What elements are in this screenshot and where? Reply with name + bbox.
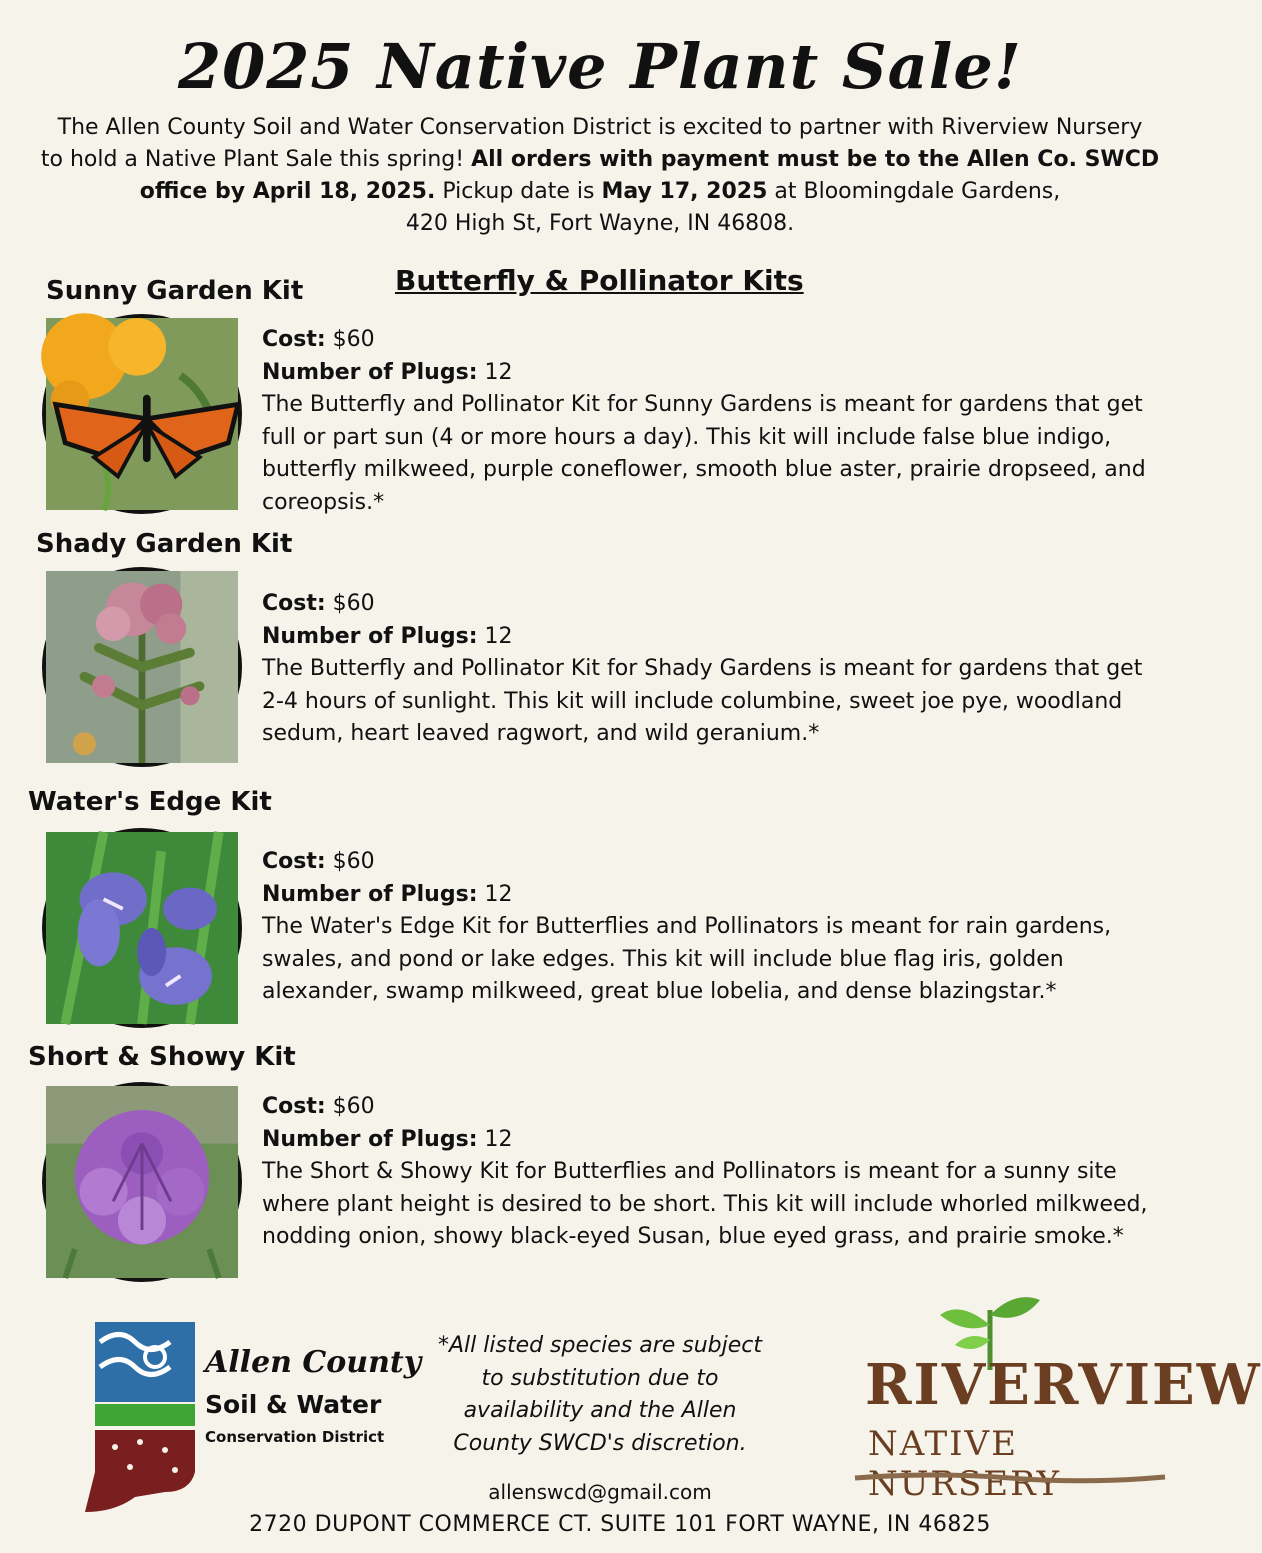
intro-line: 420 High St, Fort Wayne, IN 46808. [405,211,795,236]
intro-text: to hold a Native Plant Sale this spring! [40,147,472,172]
cost-label: Cost: [262,591,326,616]
kit-details-waters-edge [262,846,1177,1009]
swcd-logo-text: Allen County [205,1345,422,1380]
kit-description-line: The Butterfly and Pollinator Kit for Sunny Gardens is meant for gardens that get [262,392,1143,417]
footnote-line: availability and the Allen [463,1398,737,1423]
kit-image-shady [42,567,242,767]
contact-email: allenswcd@gmail.com [488,1480,712,1504]
kit-description-line: swales, and pond or lake edges. This kit will include blue flag iris, golden [262,946,1064,972]
footnote-line: to substitution due to [481,1365,719,1391]
kit-title-sunny: Sunny Garden Kit [46,276,304,306]
kit-plugs-line [262,357,1177,390]
cost-value: $60 [332,591,375,616]
plugs-label: Number of Plugs: [262,1126,478,1152]
kit-plugs-line [262,621,1177,654]
kit-description-line: The Water's Edge Kit for Butterflies and Pollinators is meant for rain gardens, [262,914,1112,939]
cost-value: $60 [332,849,375,874]
riverview-logo-text: RIVERVIEW [865,1352,1262,1418]
kit-title-waters-edge: Water's Edge Kit [28,787,272,817]
plugs-value: 12 [484,881,513,907]
kit-plugs-line [262,1124,1177,1157]
kit-description-line: The Butterfly and Pollinator Kit for Shady Gardens is meant for gardens that get [262,656,1143,681]
swcd-logo-text: Soil & Water [205,1390,382,1419]
swcd-logo-text: Conservation District [205,1428,385,1446]
contact-address: 2720 DUPONT COMMERCE CT. SUITE 101 FORT WAYNE, IN 46825 [249,1512,991,1537]
intro-line: The Allen County Soil and Water Conservation District is excited to partner with Riverview Nursery [57,115,1143,140]
cost-label: Cost: [262,849,326,874]
kit-description-line: 2-4 hours of sunlight. This kit will include columbine, sweet joe pye, woodland [262,688,1123,714]
kit-description-line: nodding onion, showy black-eyed Susan, blue eyed grass, and prairie smoke.* [262,1224,1124,1249]
intro-deadline-date: office by April 18, 2025. [139,179,436,204]
plugs-value: 12 [484,359,513,385]
kit-description-line: The Short & Showy Kit for Butterflies and Pollinators is meant for a sunny site [262,1159,1117,1184]
kit-title-shady: Shady Garden Kit [36,529,293,559]
intro-pickup-date: May 17, 2025 [601,179,768,204]
cost-label: Cost: [262,327,326,352]
section-heading: Butterfly & Pollinator Kits [395,264,804,297]
cost-label: Cost: [262,1094,326,1119]
plugs-label: Number of Plugs: [262,359,478,385]
cost-value: $60 [332,327,375,352]
kit-details-sunny [262,324,1177,519]
cost-value: $60 [332,1094,375,1119]
kit-cost-line [262,1091,1177,1124]
blue-flag-iris-image [46,832,238,1024]
kit-cost-line [262,588,1177,621]
kit-description-line: butterfly milkweed, purple coneflower, smooth blue aster, prairie dropseed, and [262,457,1146,482]
page-title: 2025 Native Plant Sale! [177,30,1023,103]
kit-details-shady [262,588,1177,751]
plugs-label: Number of Plugs: [262,881,478,907]
kit-plugs-line [262,879,1177,912]
kit-image-waters-edge [42,828,242,1028]
footnote-line: County SWCD's discretion. [453,1430,747,1456]
kit-description-line: sedum, heart leaved ragwort, and wild geranium.* [262,721,820,746]
plugs-label: Number of Plugs: [262,623,478,649]
kit-details-short-showy [262,1091,1177,1254]
footnote-line: *All listed species are subject [437,1333,763,1358]
kit-image-sunny [42,314,242,514]
kit-cost-line [262,846,1177,879]
kit-title-short-showy: Short & Showy Kit [28,1042,296,1072]
intro-text: at Bloomingdale Gardens, [767,179,1061,204]
nodding-onion-image [46,1086,238,1278]
joe-pye-flower-image [46,571,238,763]
intro-text: Pickup date is [435,179,602,204]
riverview-logo-text: NATIVE NURSERY [868,1424,1062,1504]
kit-description-line: alexander, swamp milkweed, great blue lobelia, and dense blazingstar.* [262,979,1057,1004]
intro-paragraph [30,112,1170,240]
substitution-footnote [420,1330,780,1460]
kit-description-line: where plant height is desired to be short. This kit will include whorled milkweed, [262,1191,1148,1217]
kit-description-line: coreopsis.* [262,489,385,515]
kit-image-short-showy [42,1082,242,1282]
plugs-value: 12 [484,1126,513,1152]
kit-cost-line [262,324,1177,357]
monarch-butterfly-image [46,318,238,510]
intro-deadline: All orders with payment must be to the Allen Co. SWCD [471,147,1160,172]
plugs-value: 12 [484,623,513,649]
intro-line [30,144,1170,176]
intro-line [30,176,1170,208]
kit-description-line: full or part sun (4 or more hours a day). This kit will include false blue indigo, [262,424,1112,450]
